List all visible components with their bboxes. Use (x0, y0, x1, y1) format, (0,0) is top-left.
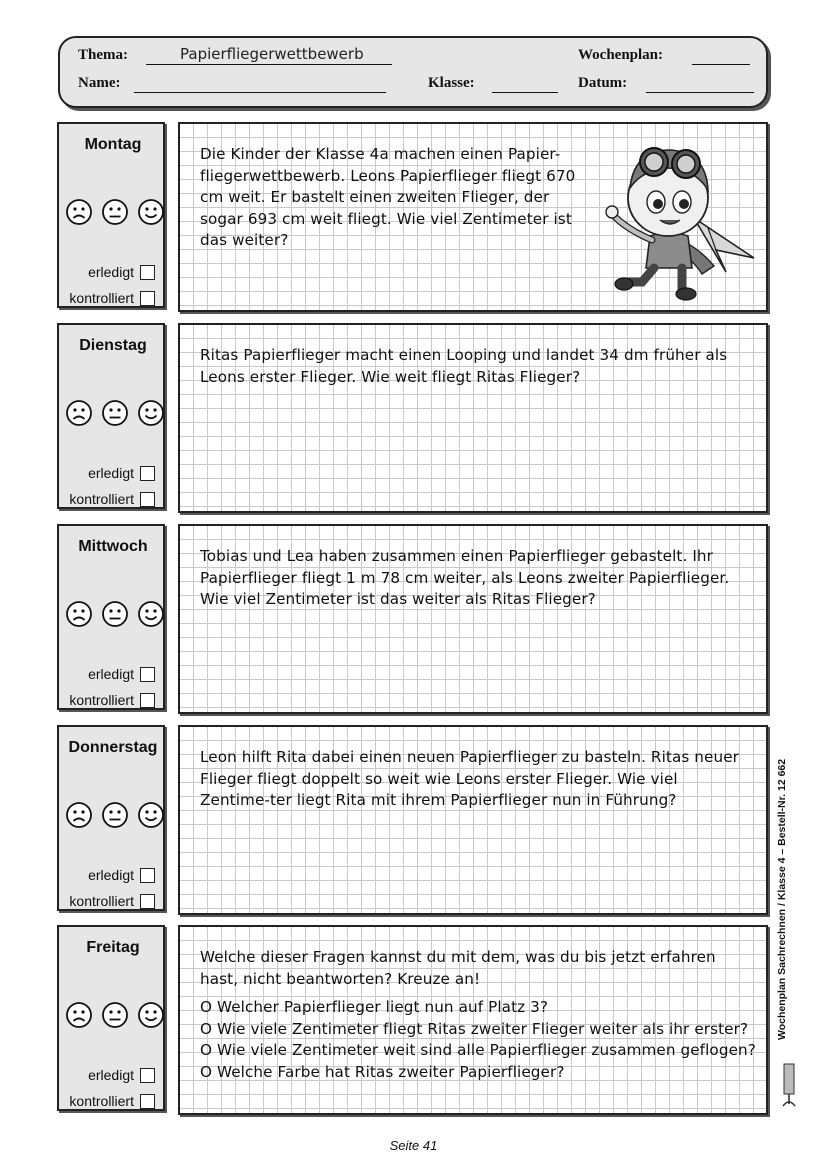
day-name: Dienstag (79, 337, 147, 354)
task-text (200, 144, 586, 252)
day-name: Mittwoch (78, 538, 148, 555)
day-panel (57, 725, 165, 911)
day-panel (57, 524, 165, 710)
day-row-dienstag (57, 323, 768, 513)
day-name: Montag (84, 136, 142, 153)
answer-option-1[interactable]: O Welcher Papierflieger liegt nun auf Platz 3? (200, 998, 549, 1016)
day-name: Donnerstag (68, 739, 158, 756)
datum-field[interactable] (646, 92, 754, 93)
done-checkbox[interactable] (140, 466, 155, 481)
day-row-donnerstag (57, 725, 768, 915)
day-row-montag (57, 122, 768, 312)
task-paragraph: Welche dieser Fragen kannst du mit dem, was du bis jetzt erfahren hast, nicht beantworten? Kreuze an! (200, 948, 716, 988)
neutral-face-icon[interactable] (101, 198, 129, 226)
day-panel (57, 122, 165, 308)
sad-face-icon[interactable] (65, 1001, 93, 1029)
done-checkbox-row[interactable] (88, 264, 155, 280)
checked-checkbox-row[interactable] (69, 290, 155, 306)
publisher-logo-icon (778, 1062, 800, 1108)
mood-rating (65, 1001, 165, 1031)
sad-face-icon[interactable] (65, 600, 93, 628)
done-checkbox-row[interactable] (88, 465, 155, 481)
answer-options (200, 997, 756, 1083)
answer-option-4[interactable]: O Welche Farbe hat Ritas zweiter Papierflieger? (200, 1062, 565, 1081)
done-label: erledigt (88, 465, 134, 481)
thema-value: Papierfliegerwettbewerb (180, 45, 364, 63)
neutral-face-icon[interactable] (101, 600, 129, 628)
done-label: erledigt (88, 666, 134, 682)
day-panel (57, 925, 165, 1111)
task-paragraph: Leon hilft Rita dabei einen neuen Papierflieger zu basteln. Ritas neuer Flieger fliegt doppelt so weit wie Leons erster Flieger. Wie viel Zentime-ter liegt Rita mit ihrem Papierflieger nun in Führung? (200, 748, 739, 809)
checked-label: kontrolliert (69, 692, 134, 708)
datum-label: Datum: (578, 75, 628, 91)
answer-option-2[interactable]: O Wie viele Zentimeter fliegt Ritas zweiter Flieger weiter als ihr erster? (200, 1019, 749, 1038)
day-panel (57, 323, 165, 509)
done-checkbox-row[interactable] (88, 867, 155, 883)
task-text (200, 747, 752, 812)
checked-label: kontrolliert (69, 893, 134, 909)
done-label: erledigt (88, 1067, 134, 1083)
happy-face-icon[interactable] (137, 600, 165, 628)
day-row-freitag (57, 925, 768, 1115)
checked-label: kontrolliert (69, 1093, 134, 1109)
day-row-mittwoch (57, 524, 768, 714)
task-area[interactable] (178, 725, 768, 915)
name-field[interactable] (134, 92, 386, 93)
task-area[interactable] (178, 925, 768, 1115)
klasse-field[interactable] (492, 92, 558, 93)
thema-label: Thema: (78, 47, 128, 63)
checked-checkbox-row[interactable] (69, 692, 155, 708)
mood-rating (65, 600, 165, 630)
checked-checkbox[interactable] (140, 894, 155, 909)
checked-label: kontrolliert (69, 290, 134, 306)
sad-face-icon[interactable] (65, 399, 93, 427)
page-number: Seite 41 (389, 1138, 438, 1153)
answer-option-3[interactable]: O Wie viele Zentimeter weit sind alle Papierflieger zusammen geflogen? (200, 1041, 756, 1059)
done-label: erledigt (88, 867, 134, 883)
neutral-face-icon[interactable] (101, 399, 129, 427)
checked-checkbox[interactable] (140, 492, 155, 507)
pilot-child-illustration (598, 132, 758, 302)
mood-rating (65, 198, 165, 228)
wochenplan-field[interactable] (692, 64, 750, 65)
task-text (200, 947, 756, 1083)
wochenplan-label: Wochenplan: (578, 47, 664, 63)
checked-checkbox[interactable] (140, 693, 155, 708)
side-imprint: Wochenplan Sachrechnen / Klasse 4 – Bestell-Nr. 12 662 (776, 758, 788, 1040)
done-checkbox[interactable] (140, 868, 155, 883)
day-name: Freitag (86, 939, 140, 956)
done-checkbox[interactable] (140, 667, 155, 682)
checked-checkbox-row[interactable] (69, 893, 155, 909)
task-paragraph: Tobias und Lea haben zusammen einen Papierflieger gebastelt. Ihr Papierflieger fliegt 1 m 78 cm weiter, als Leons zweiter Papierflieger. Wie viel Zentimeter ist das weiter als Ritas Flieger? (200, 547, 730, 608)
checked-checkbox[interactable] (140, 1094, 155, 1109)
worksheet-header (58, 36, 768, 108)
task-area[interactable] (178, 524, 768, 714)
task-text (200, 546, 752, 611)
name-label: Name: (78, 75, 121, 91)
checked-label: kontrolliert (69, 491, 134, 507)
task-paragraph: Die Kinder der Klasse 4a machen einen Papier-fliegerwettbewerb. Leons Papierflieger fliegt 670 cm weit. Er bastelt einen zweiten Flieger, der sogar 693 cm weit fliegt. Wie viel Zentimeter ist das weiter? (200, 145, 576, 249)
klasse-label: Klasse: (428, 75, 475, 91)
mood-rating (65, 399, 165, 429)
task-area[interactable] (178, 323, 768, 513)
checked-checkbox-row[interactable] (69, 1093, 155, 1109)
happy-face-icon[interactable] (137, 1001, 165, 1029)
happy-face-icon[interactable] (137, 399, 165, 427)
task-paragraph: Ritas Papierflieger macht einen Looping und landet 34 dm früher als Leons erster Flieger. Wie weit fliegt Ritas Flieger? (200, 346, 728, 386)
done-label: erledigt (88, 264, 134, 280)
neutral-face-icon[interactable] (101, 801, 129, 829)
neutral-face-icon[interactable] (101, 1001, 129, 1029)
sad-face-icon[interactable] (65, 801, 93, 829)
done-checkbox-row[interactable] (88, 1067, 155, 1083)
thema-line (146, 64, 392, 65)
checked-checkbox-row[interactable] (69, 491, 155, 507)
happy-face-icon[interactable] (137, 801, 165, 829)
checked-checkbox[interactable] (140, 291, 155, 306)
done-checkbox[interactable] (140, 1068, 155, 1083)
task-area[interactable] (178, 122, 768, 312)
task-text (200, 345, 752, 388)
sad-face-icon[interactable] (65, 198, 93, 226)
happy-face-icon[interactable] (137, 198, 165, 226)
done-checkbox[interactable] (140, 265, 155, 280)
mood-rating (65, 801, 165, 831)
done-checkbox-row[interactable] (88, 666, 155, 682)
